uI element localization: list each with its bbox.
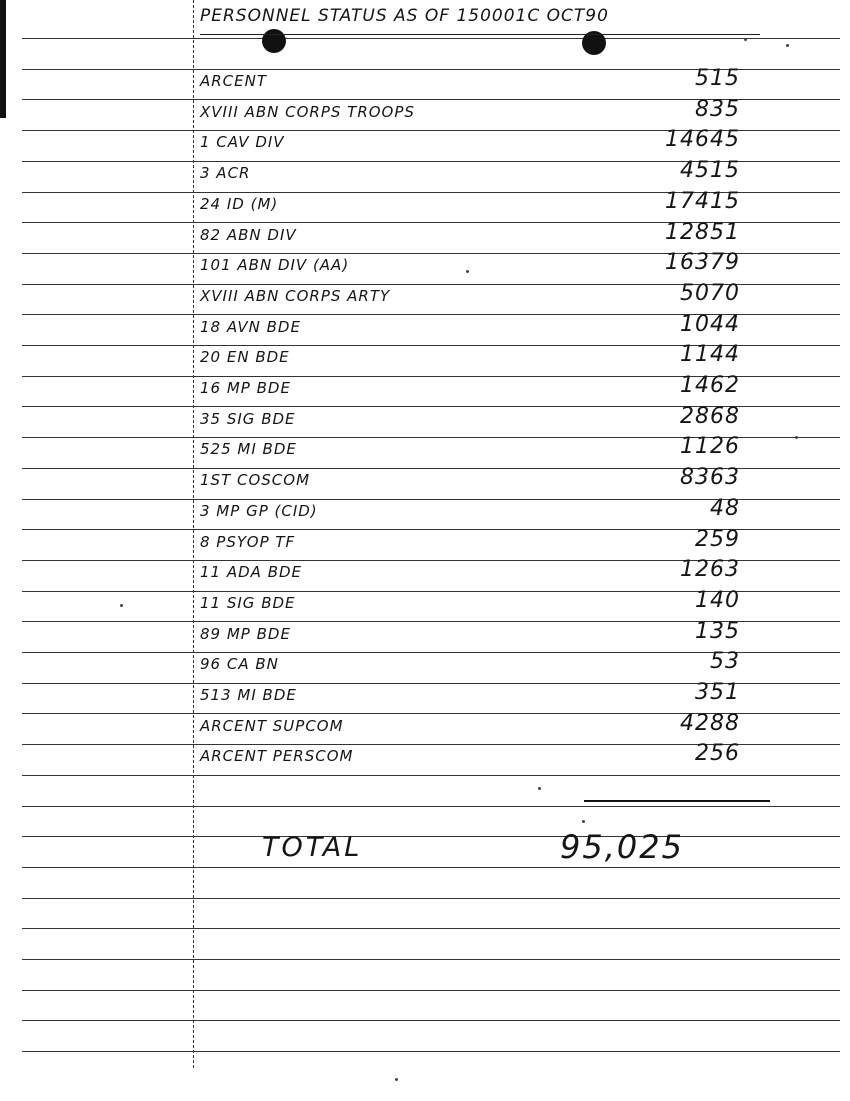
speck xyxy=(795,436,798,439)
speck xyxy=(395,1078,398,1081)
unit-strength: 17415 xyxy=(665,189,740,214)
speck xyxy=(120,604,123,607)
unit-name: 101 ABN DIV (AA) xyxy=(200,256,350,274)
speck xyxy=(786,44,789,47)
sum-line xyxy=(584,800,770,802)
speck xyxy=(582,820,585,823)
unit-name: 11 SIG BDE xyxy=(200,594,296,612)
ruled-line xyxy=(22,898,840,899)
unit-strength: 259 xyxy=(695,527,740,552)
unit-strength: 351 xyxy=(695,680,740,705)
ruled-line xyxy=(22,836,840,837)
unit-strength: 4515 xyxy=(680,158,740,183)
unit-strength: 1126 xyxy=(680,434,740,459)
unit-name: 18 AVN BDE xyxy=(200,318,301,336)
ruled-line xyxy=(22,1020,840,1021)
ruled-line xyxy=(22,38,840,39)
speck xyxy=(538,787,541,790)
unit-name: 1ST COSCOM xyxy=(200,471,311,489)
unit-name: 20 EN BDE xyxy=(200,348,290,366)
unit-name: ARCENT SUPCOM xyxy=(200,717,344,735)
ruled-line xyxy=(22,1051,840,1052)
unit-strength: 2868 xyxy=(680,404,740,429)
page-edge-mark xyxy=(0,0,6,118)
speck xyxy=(466,270,469,273)
ruled-line xyxy=(22,806,840,807)
ruled-line xyxy=(22,959,840,960)
total-value: 95,025 xyxy=(560,828,684,866)
unit-name: 35 SIG BDE xyxy=(200,410,296,428)
unit-strength: 8363 xyxy=(680,465,740,490)
unit-strength: 256 xyxy=(695,741,740,766)
unit-strength: 14645 xyxy=(665,127,740,152)
title-underline xyxy=(200,34,760,35)
unit-name: 3 ACR xyxy=(200,164,251,182)
unit-strength: 5070 xyxy=(680,281,740,306)
page-title: PERSONNEL STATUS AS OF 150001C OCT90 xyxy=(200,6,609,26)
unit-name: XVIII ABN CORPS TROOPS xyxy=(200,103,415,121)
unit-strength: 515 xyxy=(695,66,740,91)
unit-name: 513 MI BDE xyxy=(200,686,297,704)
unit-name: 3 MP GP (CID) xyxy=(200,502,318,520)
unit-name: 525 MI BDE xyxy=(200,440,297,458)
unit-name: 24 ID (M) xyxy=(200,195,279,213)
unit-strength: 1044 xyxy=(680,312,740,337)
unit-strength: 1144 xyxy=(680,342,740,367)
margin-line xyxy=(193,0,194,1068)
ruled-line xyxy=(22,928,840,929)
total-label: TOTAL xyxy=(262,832,363,863)
unit-name: XVIII ABN CORPS ARTY xyxy=(200,287,391,305)
unit-name: 89 MP BDE xyxy=(200,625,291,643)
unit-name: ARCENT PERSCOM xyxy=(200,747,354,765)
unit-strength: 4288 xyxy=(680,711,740,736)
unit-name: 82 ABN DIV xyxy=(200,226,297,244)
unit-name: 11 ADA BDE xyxy=(200,563,303,581)
punch-hole-left xyxy=(262,29,286,53)
speck xyxy=(744,38,747,41)
unit-strength: 12851 xyxy=(665,220,740,245)
unit-strength: 48 xyxy=(710,496,740,521)
unit-name: 1 CAV DIV xyxy=(200,133,285,151)
ruled-line xyxy=(22,867,840,868)
unit-strength: 135 xyxy=(695,619,740,644)
unit-strength: 1263 xyxy=(680,557,740,582)
unit-name: 96 CA BN xyxy=(200,655,279,673)
unit-strength: 835 xyxy=(695,97,740,122)
unit-strength: 16379 xyxy=(665,250,740,275)
unit-strength: 53 xyxy=(710,649,740,674)
unit-name: 8 PSYOP TF xyxy=(200,533,296,551)
unit-name: ARCENT xyxy=(200,72,268,90)
ruled-line xyxy=(22,990,840,991)
ruled-line xyxy=(22,775,840,776)
unit-strength: 1462 xyxy=(680,373,740,398)
unit-name: 16 MP BDE xyxy=(200,379,291,397)
unit-strength: 140 xyxy=(695,588,740,613)
